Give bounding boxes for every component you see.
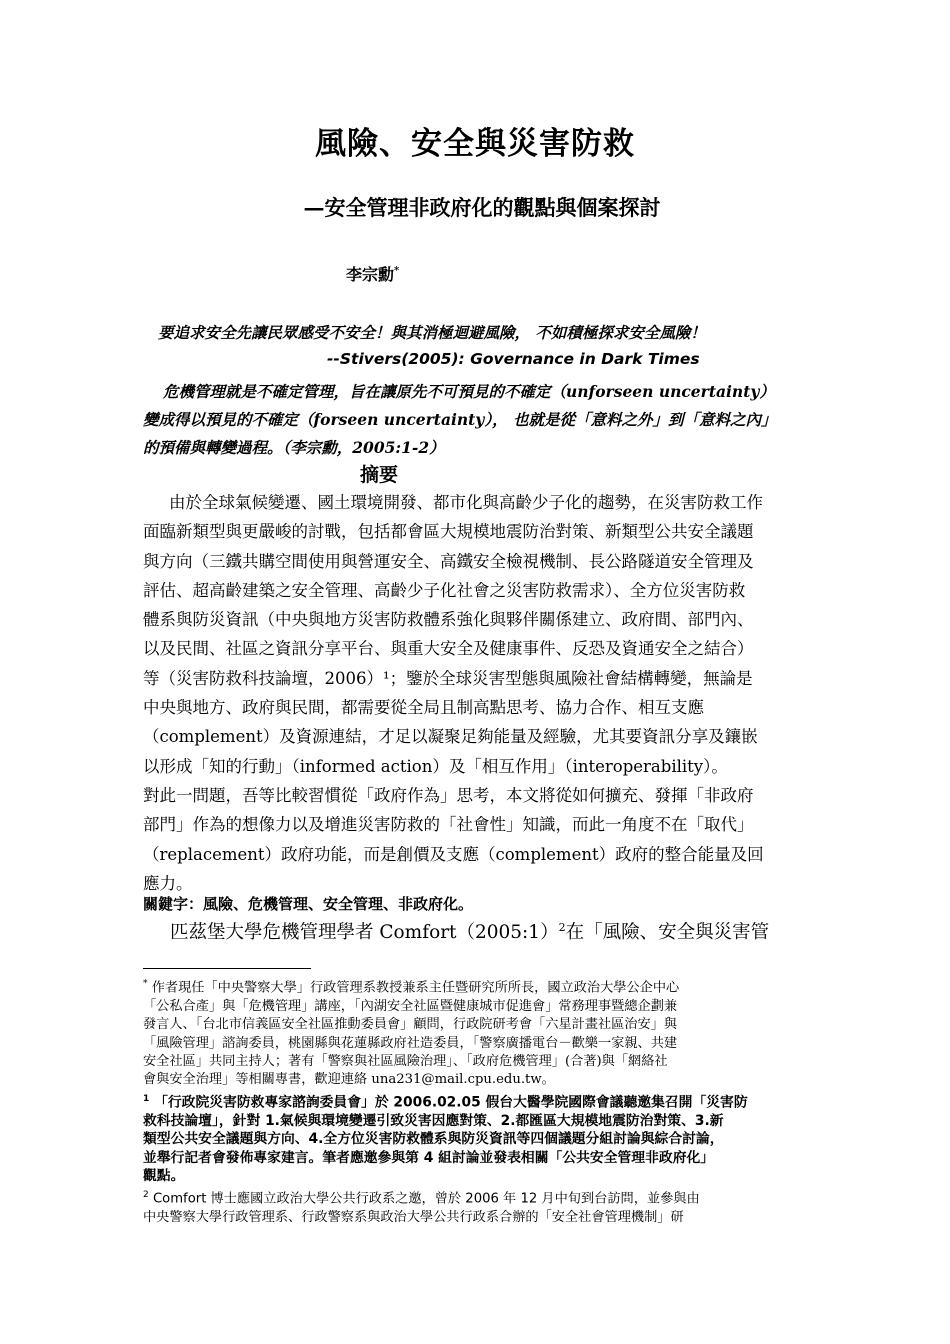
author-line xyxy=(346,262,399,285)
footnote-text: Comfort 博士應國立政治大學公共行政系之邀，曾於 2006 年 12 月中旬到台訪問，並參與由 xyxy=(152,1191,700,1207)
footnote-line: 安全社區」共同主持人；著有「警察與社區風險治理」、「政府危機管理」(合著)與「網絡社 xyxy=(143,1054,668,1070)
footnote-line: 救科技論壇」，針對 1.氣候與環境變遷引致災害因應對策、2.都匯區大規模地震防治對策、3.新 xyxy=(143,1113,724,1129)
intro-paragraph xyxy=(170,918,769,944)
abstract-line: 評估、超高齡建築之安全管理、高齡少子化社會之災害防救需求）、全方位災害防救 xyxy=(143,580,746,600)
author-name: 李宗勳 xyxy=(346,265,395,284)
footnote-line: 「公私合產」與「危機管理」講座，「內湖安全社區暨健康城市促進會」常務理事暨總企劃兼 xyxy=(143,998,678,1014)
footnote-line xyxy=(143,1090,811,1112)
abstract-line: 與方向（三鐵共購空間使用與營運安全、高鐵安全檢視機制、長公路隧道安全管理及 xyxy=(143,551,754,571)
footnote-line xyxy=(143,1186,811,1209)
footnote-text: 作者現任「中央警察大學」行政管理系教授兼系主任暨研究所所長，國立政治大學公企中心 xyxy=(151,980,680,996)
footnote-author xyxy=(143,975,811,1090)
abstract-line: 面臨新類型與更嚴峻的討戰，包括都會區大規模地震防治對策、新類型公共安全議題 xyxy=(143,522,754,542)
footnote-separator xyxy=(143,968,311,969)
abstract-line: 部門」作為的想像力以及增進災害防救的「社會性」知識，而此一角度不在「取代」 xyxy=(143,815,754,835)
footnote-mark: 1 xyxy=(143,1094,150,1104)
footnote-mark: * xyxy=(143,979,148,989)
abstract-line: 以及民間、社區之資訊分享平台、與重大安全及健康事件、反恐及資通安全之結合） xyxy=(143,639,754,659)
abstract-line: 由於全球氣候變遷、國土環境開發、都市化與高齡少子化的趨勢，在災害防救工作 xyxy=(169,493,763,512)
footnote-line: 類型公共安全議題與方向、4.全方位災害防救體系與防災資訊等四個議題分組討論與綜合討論， xyxy=(143,1131,724,1148)
keywords: 關鍵字：風險、危機管理、安全管理、非政府化。 xyxy=(143,895,474,913)
epigraph-line-4: 的預備與轉變過程。（李宗勳，2005:1-2） xyxy=(143,438,445,457)
abstract-line: 對此一問題，吾等比較習慣從「政府作為」思考，本文將從如何擴充、發揮「非政府 xyxy=(143,785,754,805)
abstract-line: （complement）及資源連結，才足以凝聚足夠能量及經驗，尤其要資訊分享及鑲嵌 xyxy=(143,727,758,747)
abstract-body xyxy=(143,488,808,898)
abstract-line: 應力。 xyxy=(143,873,193,893)
epigraph-line-2: 危機管理就是不確定管理，旨在讓原先不可預見的不確定（unforseen uncertainty） xyxy=(163,382,775,401)
footnote-line xyxy=(143,975,811,998)
epigraph-citation: --Stivers(2005): Governance in Dark Times xyxy=(327,350,700,368)
abstract-line: 體系與防災資訊（中央與地方災害防救體系強化與夥伴關係建立、政府間、部門內、 xyxy=(143,610,754,630)
footnote-line: 中央警察大學行政管理系、行政警察系與政治大學公共行政系合辦的「安全社會管理機制」研 xyxy=(143,1209,684,1225)
epigraph-line-1: 要追求安全先讓民眾感受不安全！與其消極迴避風險， 不如積極探求安全風險！ xyxy=(158,323,706,342)
epigraph-line-3: 變成得以預見的不確定（forseen uncertainty）， 也就是從「意料之外」到「意料之內」 xyxy=(143,410,777,429)
footnote-line: 並舉行記者會發佈專家建言。筆者應邀參與第 4 組討論並發表相關「公共安全管理非政府化」 xyxy=(143,1149,715,1166)
footnote-line: 「風險管理」諮詢委員，桃園縣與花蓮縣政府社造委員，「警察廣播電台－歡樂一家親、共建 xyxy=(143,1035,678,1051)
intro-footnote-mark: 2 xyxy=(558,920,566,934)
abstract-line: 中央與地方、政府與民間，都需要從全局且制高點思考、協力合作、相互支應 xyxy=(143,698,704,718)
document-subtitle: —安全管理非政府化的觀點與個案探討 xyxy=(303,195,661,220)
footnote-line: 會與安全治理」等相關專書，歡迎連絡 una231@mail.cpu.edu.tw。 xyxy=(143,1072,555,1088)
author-footnote-mark: * xyxy=(394,265,400,277)
document-title: 風險、安全與災害防救 xyxy=(315,126,635,162)
footnote-2 xyxy=(143,1186,811,1227)
abstract-line: （replacement）政府功能，而是創價及支應（complement）政府的整合能量及回 xyxy=(143,844,764,864)
abstract-line: 以形成「知的行動」（informed action）及「相互作用」（interoperability）。 xyxy=(143,756,728,776)
intro-tail: 在「風險、安全與災害管 xyxy=(565,922,770,943)
footnote-1 xyxy=(143,1090,811,1186)
footnote-mark: 2 xyxy=(143,1190,149,1200)
footnote-line: 觀點。 xyxy=(143,1168,185,1185)
abstract-heading: 摘要 xyxy=(360,464,399,486)
footnote-text: 「行政院災害防救專家諮詢委員會」於 2006.02.05 假台大醫學院國際會議聽邀集召開「災害防 xyxy=(154,1094,748,1111)
abstract-line: 等（災害防救科技論壇，2006）¹；鑒於全球災害型態與風險社會結構轉變，無論是 xyxy=(143,668,753,688)
intro-text: 匹茲堡大學危機管理學者 Comfort（2005:1） xyxy=(170,922,559,943)
footnote-line: 發言人、「台北市信義區安全社區推動委員會」顧問，行政院研考會「六星計畫社區治安」與 xyxy=(143,1017,678,1033)
